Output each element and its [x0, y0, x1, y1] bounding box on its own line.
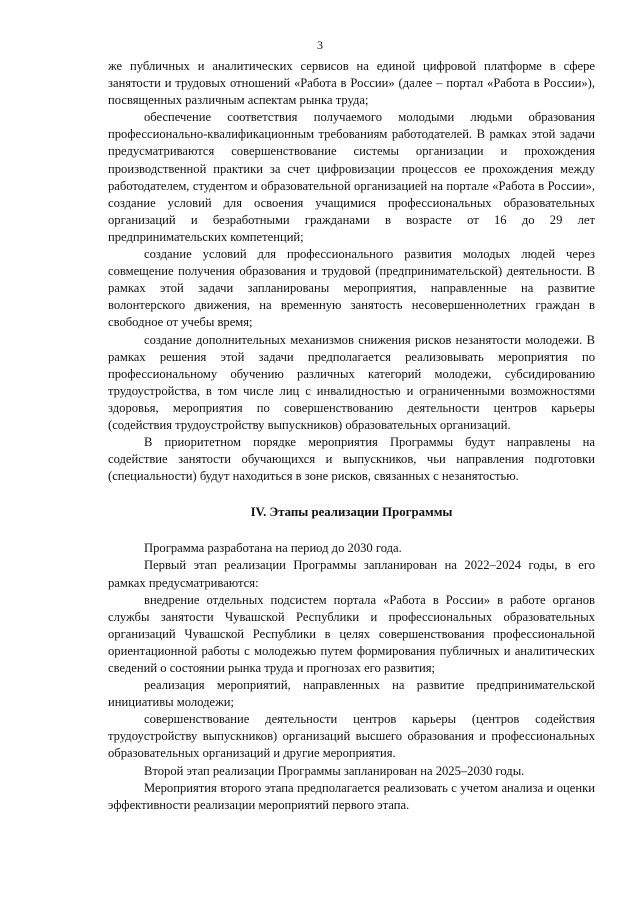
paragraph: же публичных и аналитических сервисов на единой цифровой платформе в сфере занятости и трудовых отношений «Работа в России» (далее – портал «Работа в России»), посвященных различным аспектам рынка труда;	[108, 59, 595, 108]
paragraph: Программа разработана на период до 2030 года.	[144, 541, 402, 556]
paragraphs-before-heading	[108, 58, 595, 485]
paragraphs-after-heading	[108, 540, 595, 814]
paragraph: создание условий для профессионального развития молодых людей через совмещение получения образования и трудовой (предпринимательской) деятельности. В рамках этой задачи запланированы мероприятия, направленные на развитие волонтерского движения, на временную занятость несовершеннолетних граждан в свободное от учебы время;	[108, 247, 595, 330]
paragraph: Второй этап реализации Программы запланирован на 2025–2030 годы.	[144, 763, 525, 778]
paragraph: создание дополнительных механизмов снижения рисков незанятости молодежи. В рамках решения этой задачи предполагается реализовывать мероприятия по профессиональному обучению различных категорий молодежи, субсидированию трудоустройства, в том числе лиц с инвалидностью и ограниченными возможностями здоровья, мероприятия по совершенствованию деятельности центров карьеры (содействия трудоустройству выпускников) образовательных организаций.	[108, 332, 595, 432]
spacer	[108, 485, 595, 504]
paragraph: совершенствование деятельности центров карьеры (центров содействия трудоустройству выпускников) организаций высшего образования и профессиональных образовательных организаций и другие мероприятия.	[108, 712, 595, 761]
section-heading: IV. Этапы реализации Программы	[250, 505, 453, 520]
document-body	[108, 58, 595, 814]
spacer	[108, 521, 595, 540]
paragraph: Мероприятия второго этапа предполагается реализовать с учетом анализа и оценки эффективности реализации мероприятий первого этапа.	[108, 780, 595, 812]
paragraph: обеспечение соответствия получаемого молодыми людьми образования профессионально-квалификационным требованиям работодателей. В рамках этой задачи предусматриваются совершенствование системы организации и прохождения производственной практики за счет цифровизации процессов ее прохождения между работодателем, студентом и образовательной организацией на портале «Работа в России», создание условий для освоения учащимися профессиональных образовательных организаций и безработными гражданами в возрасте от 16 до 29 лет предпринимательских компетенций;	[108, 110, 595, 244]
paragraph: внедрение отдельных подсистем портала «Работа в России» в работе органов службы занятости Чувашской Республики и профессиональных образовательных организаций Чувашской Республики в целях совершенствования профессиональной ориентационной работы с молодежью путем формирования публичных и аналитических сведений о состоянии рынка труда и прогнозах его развития;	[108, 592, 595, 675]
page-number: 3	[317, 38, 323, 52]
paragraph: реализация мероприятий, направленных на развитие предпринимательской инициативы молодежи;	[108, 678, 595, 710]
paragraph: В приоритетном порядке мероприятия Программы будут направлены на содействие занятости обучающихся и выпускников, чьи направления подготовки (специальности) будут находиться в зоне рисков, связанных с незанятостью.	[108, 435, 595, 484]
paragraph: Первый этап реализации Программы запланирован на 2022–2024 годы, в его рамках предусматриваются:	[108, 558, 595, 590]
